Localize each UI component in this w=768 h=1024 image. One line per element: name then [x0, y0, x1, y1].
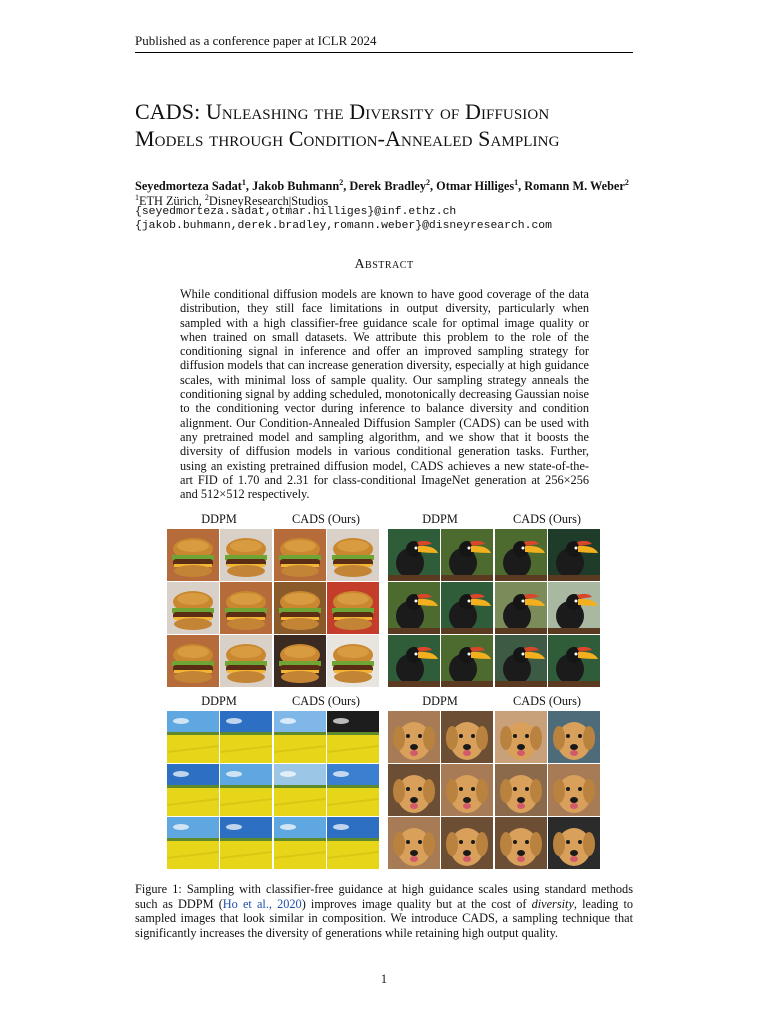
panel-label-ddpm: DDPM: [422, 694, 458, 708]
cads-rapeseed-field-image: [327, 711, 379, 763]
cads-rapeseed-field-image: [327, 817, 379, 869]
affiliations: $^1$ETH Zürich, $^2$DisneyResearch|Studios: [135, 193, 329, 209]
cads-rapeseed-field-image: [274, 711, 326, 763]
ddpm-hornbill-image: [441, 635, 493, 687]
ddpm-hornbill-image: [441, 529, 493, 581]
title-line-2: Models through Condition-Annealed Sampling: [135, 126, 560, 151]
email-line-2[interactable]: {jakob.buhmann,derek.bradley,romann.weber}@disneyresearch.com: [135, 220, 552, 232]
author-3: Derek Bradley$^2$,: [349, 178, 437, 194]
cads-golden-retriever-image: [548, 817, 600, 869]
panel-label-ddpm: DDPM: [201, 512, 237, 526]
ddpm-hornbill-image: [441, 582, 493, 634]
ddpm-burger-image: [220, 582, 272, 634]
cads-hornbill-image: [548, 635, 600, 687]
page-number: 1: [380, 972, 388, 986]
ddpm-rapeseed-field-image: [167, 711, 219, 763]
ddpm-hornbill-image: [388, 582, 440, 634]
cads-hornbill-image: [495, 529, 547, 581]
cads-golden-retriever-image: [548, 711, 600, 763]
ddpm-rapeseed-field-image: [220, 764, 272, 816]
ddpm-rapeseed-field-image: [167, 817, 219, 869]
ddpm-rapeseed-field-image: [220, 817, 272, 869]
cads-burger-image: [274, 529, 326, 581]
ddpm-burger-image: [167, 529, 219, 581]
running-header: Published as a conference paper at ICLR 2024: [135, 33, 633, 53]
cads-hornbill-image: [495, 635, 547, 687]
title-line-1: CADS: Unleashing the Diversity of Diffusion: [135, 99, 550, 124]
cads-rapeseed-field-image: [274, 764, 326, 816]
panel-label-ddpm: DDPM: [422, 512, 458, 526]
cads-golden-retriever-image: [548, 764, 600, 816]
author-2: Jakob Buhmann$^2$,: [252, 178, 350, 194]
ddpm-hornbill-image: [388, 635, 440, 687]
ddpm-golden-retriever-image: [441, 764, 493, 816]
panel-label-cads: CADS (Ours): [513, 694, 581, 708]
cads-golden-retriever-image: [495, 711, 547, 763]
panel-label-ddpm: DDPM: [201, 694, 237, 708]
ddpm-golden-retriever-image: [441, 711, 493, 763]
cads-burger-image: [327, 635, 379, 687]
cads-hornbill-image: [548, 582, 600, 634]
ddpm-golden-retriever-image: [388, 711, 440, 763]
ddpm-burger-image: [167, 635, 219, 687]
cads-hornbill-image: [495, 582, 547, 634]
paper-title: [135, 98, 655, 152]
cads-burger-image: [274, 582, 326, 634]
cads-golden-retriever-image: [495, 764, 547, 816]
ddpm-burger-image: [167, 582, 219, 634]
cads-rapeseed-field-image: [274, 817, 326, 869]
abstract-body: While conditional diffusion models are known to have good coverage of the data distribution, they still face limitations in output diversity, particularly when sampled with a high classifier-free guidance scale for optimal image quality or when trained on small datasets. We attribute this problem to the role of the conditioning signal in inference and offer an improved sampling strategy for diffusion models that can increase generation diversity, especially at high guidance scales, with minimal loss of sample quality. Our sampling strategy anneals the conditioning signal by adding scheduled, monotonically decreasing Gaussian noise to the conditioning vector during inference to balance diversity and condition alignment. Our Condition-Annealed Diffusion Sampler (CADS) can be used with any pretrained model and sampling algorithm, and we show that it boosts the diversity of diffusion models in various conditional generation tasks. Further, using an existing pretrained diffusion model, CADS achieves a new state-of-the-art FID of 1.70 and 2.31 for class-conditional ImageNet generation at 256×256 and 512×512 respectively.: [180, 287, 589, 502]
panel-label-cads: CADS (Ours): [513, 512, 581, 526]
email-line-1[interactable]: {seyedmorteza.sadat,otmar.hilliges}@inf.ethz.ch: [135, 206, 457, 218]
cads-golden-retriever-image: [495, 817, 547, 869]
cads-burger-image: [327, 582, 379, 634]
cads-hornbill-image: [548, 529, 600, 581]
ddpm-rapeseed-field-image: [220, 711, 272, 763]
ddpm-golden-retriever-image: [388, 764, 440, 816]
cads-burger-image: [274, 635, 326, 687]
cads-burger-image: [327, 529, 379, 581]
panel-label-cads: CADS (Ours): [292, 694, 360, 708]
ddpm-hornbill-image: [388, 529, 440, 581]
ddpm-burger-image: [220, 529, 272, 581]
citation-link[interactable]: Ho et al., 2020: [222, 896, 302, 911]
ddpm-golden-retriever-image: [441, 817, 493, 869]
author-1: Seyedmorteza Sadat$^1$,: [135, 178, 253, 194]
cads-rapeseed-field-image: [327, 764, 379, 816]
abstract-heading: Abstract: [354, 257, 414, 272]
panel-label-cads: CADS (Ours): [292, 512, 360, 526]
author-4: Otmar Hilliges$^1$,: [436, 178, 525, 194]
ddpm-burger-image: [220, 635, 272, 687]
ddpm-rapeseed-field-image: [167, 764, 219, 816]
ddpm-golden-retriever-image: [388, 817, 440, 869]
author-5: Romann M. Weber$^2$: [524, 178, 629, 194]
figure-caption: Figure 1: Sampling with classifier-free guidance at high guidance scales using standard methods such as DDPM (Ho et al., 2020) improves image quality but at the cost of diversity, leading to sampled images that look similar in composition. We introduce CADS, a sampling technique that significantly increases the diversity of generations while retaining high output quality.: [135, 882, 634, 940]
